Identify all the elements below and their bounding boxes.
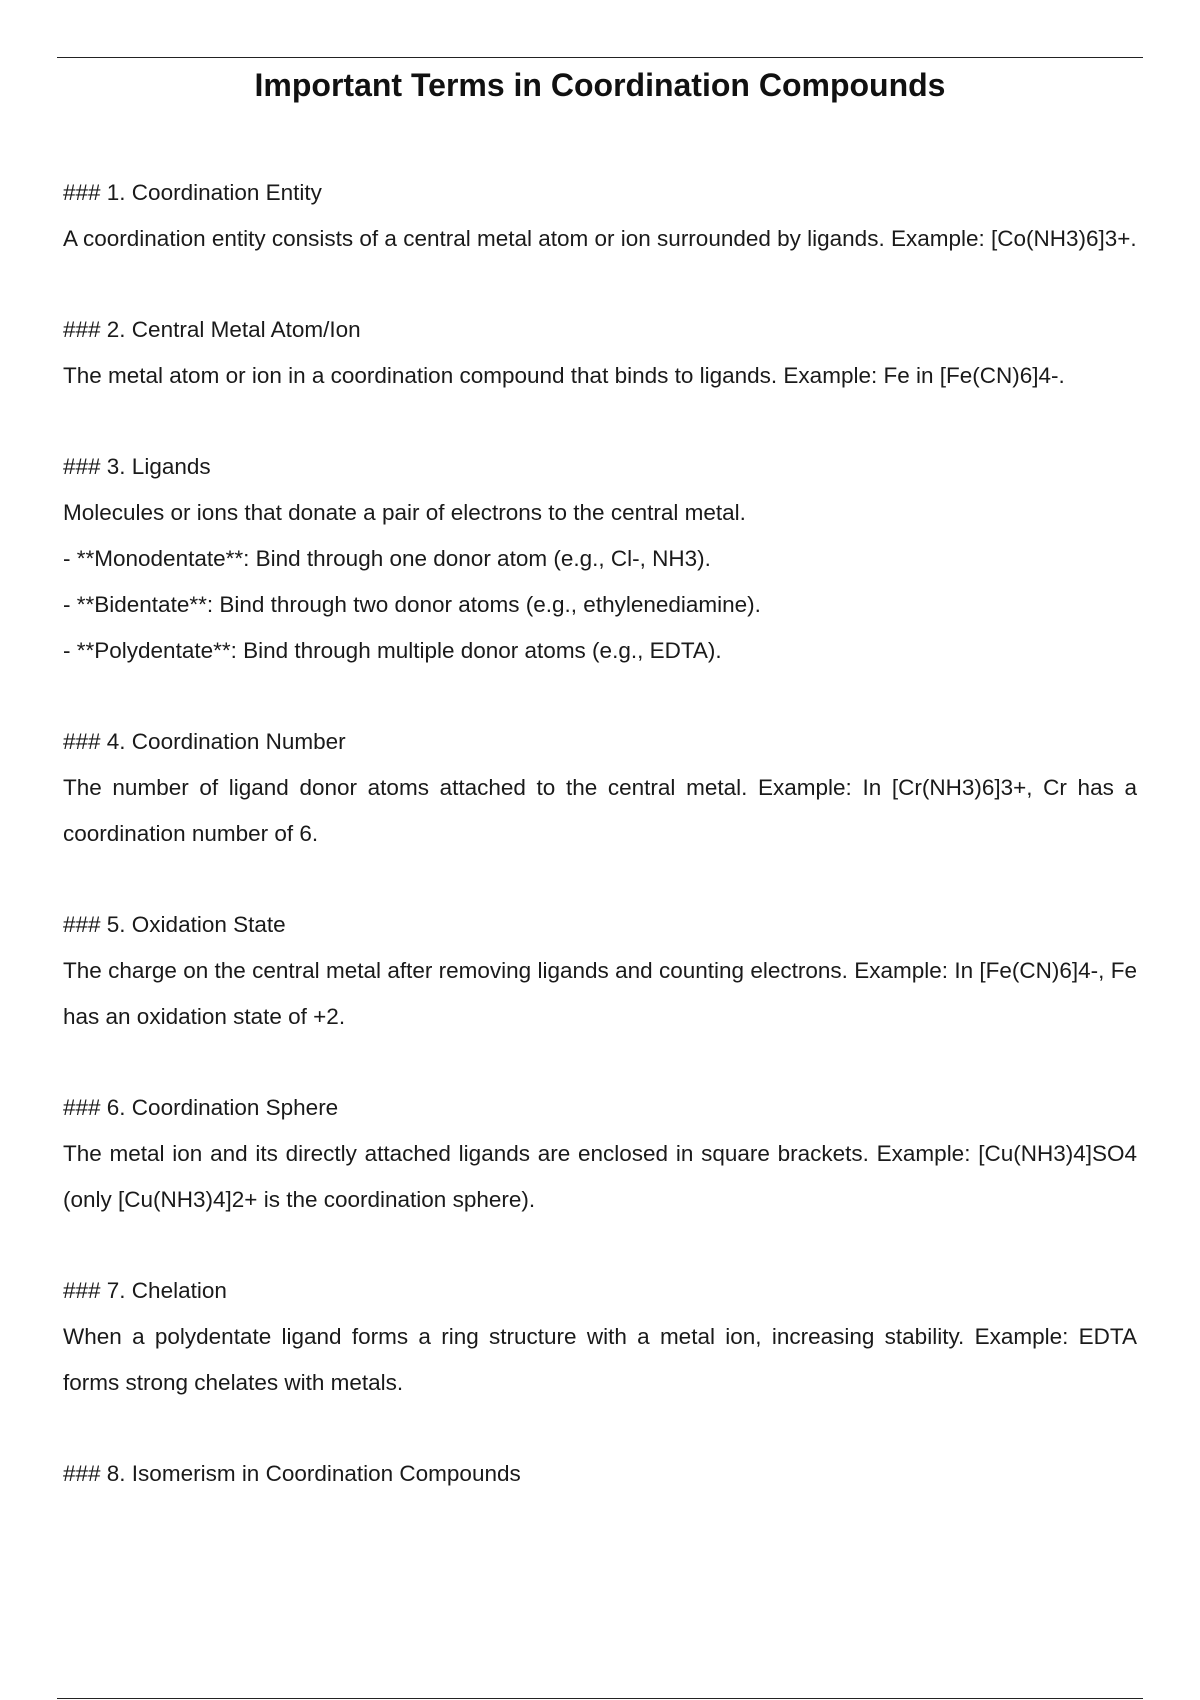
section-coordination-number [63, 719, 1137, 857]
section-heading: ### 7. Chelation [63, 1278, 227, 1303]
section-paragraph: The metal atom or ion in a coordination compound that binds to ligands. Example: Fe in [Fe(CN)6]4-. [63, 363, 1065, 388]
section-heading: ### 5. Oxidation State [63, 912, 286, 937]
section-isomerism [63, 1451, 1137, 1497]
section-heading: ### 4. Coordination Number [63, 729, 346, 754]
section-paragraph: A coordination entity consists of a central metal atom or ion surrounded by ligands. Example: [Co(NH3)6]3+. [63, 226, 1137, 251]
bullet-item: - **Monodentate**: Bind through one donor atom (e.g., Cl-, NH3). [63, 546, 711, 571]
section-heading: ### 3. Ligands [63, 454, 211, 479]
section-coordination-entity [63, 170, 1137, 262]
section-heading: ### 2. Central Metal Atom/Ion [63, 317, 361, 342]
section-oxidation-state [63, 902, 1137, 1040]
top-rule [57, 57, 1143, 58]
section-heading: ### 1. Coordination Entity [63, 180, 322, 205]
document-body [63, 170, 1137, 1542]
document-title: Important Terms in Coordination Compounds [254, 67, 946, 103]
section-heading: ### 8. Isomerism in Coordination Compounds [63, 1461, 521, 1486]
section-central-metal [63, 307, 1137, 399]
bottom-rule [57, 1698, 1143, 1699]
bullet-item: - **Polydentate**: Bind through multiple donor atoms (e.g., EDTA). [63, 638, 722, 663]
section-ligands [63, 444, 1137, 674]
section-paragraph: The number of ligand donor atoms attached to the central metal. Example: In [Cr(NH3)6]3+, Cr has a coordination number of 6. [63, 775, 1137, 846]
section-paragraph: The charge on the central metal after removing ligands and counting electrons. Example: In [Fe(CN)6]4-, Fe has an oxidation state of +2. [63, 958, 1137, 1029]
section-chelation [63, 1268, 1137, 1406]
section-coordination-sphere [63, 1085, 1137, 1223]
bullet-item: - **Bidentate**: Bind through two donor atoms (e.g., ethylenediamine). [63, 592, 761, 617]
section-heading: ### 6. Coordination Sphere [63, 1095, 339, 1120]
section-paragraph: Molecules or ions that donate a pair of electrons to the central metal. [63, 500, 746, 525]
section-paragraph: When a polydentate ligand forms a ring structure with a metal ion, increasing stability. Example: EDTA forms strong chelates with metals. [63, 1324, 1137, 1395]
section-paragraph: The metal ion and its directly attached ligands are enclosed in square brackets. Example: [Cu(NH3)4]SO4 (only [Cu(NH3)4]2+ is the coordination sphere). [63, 1141, 1137, 1212]
